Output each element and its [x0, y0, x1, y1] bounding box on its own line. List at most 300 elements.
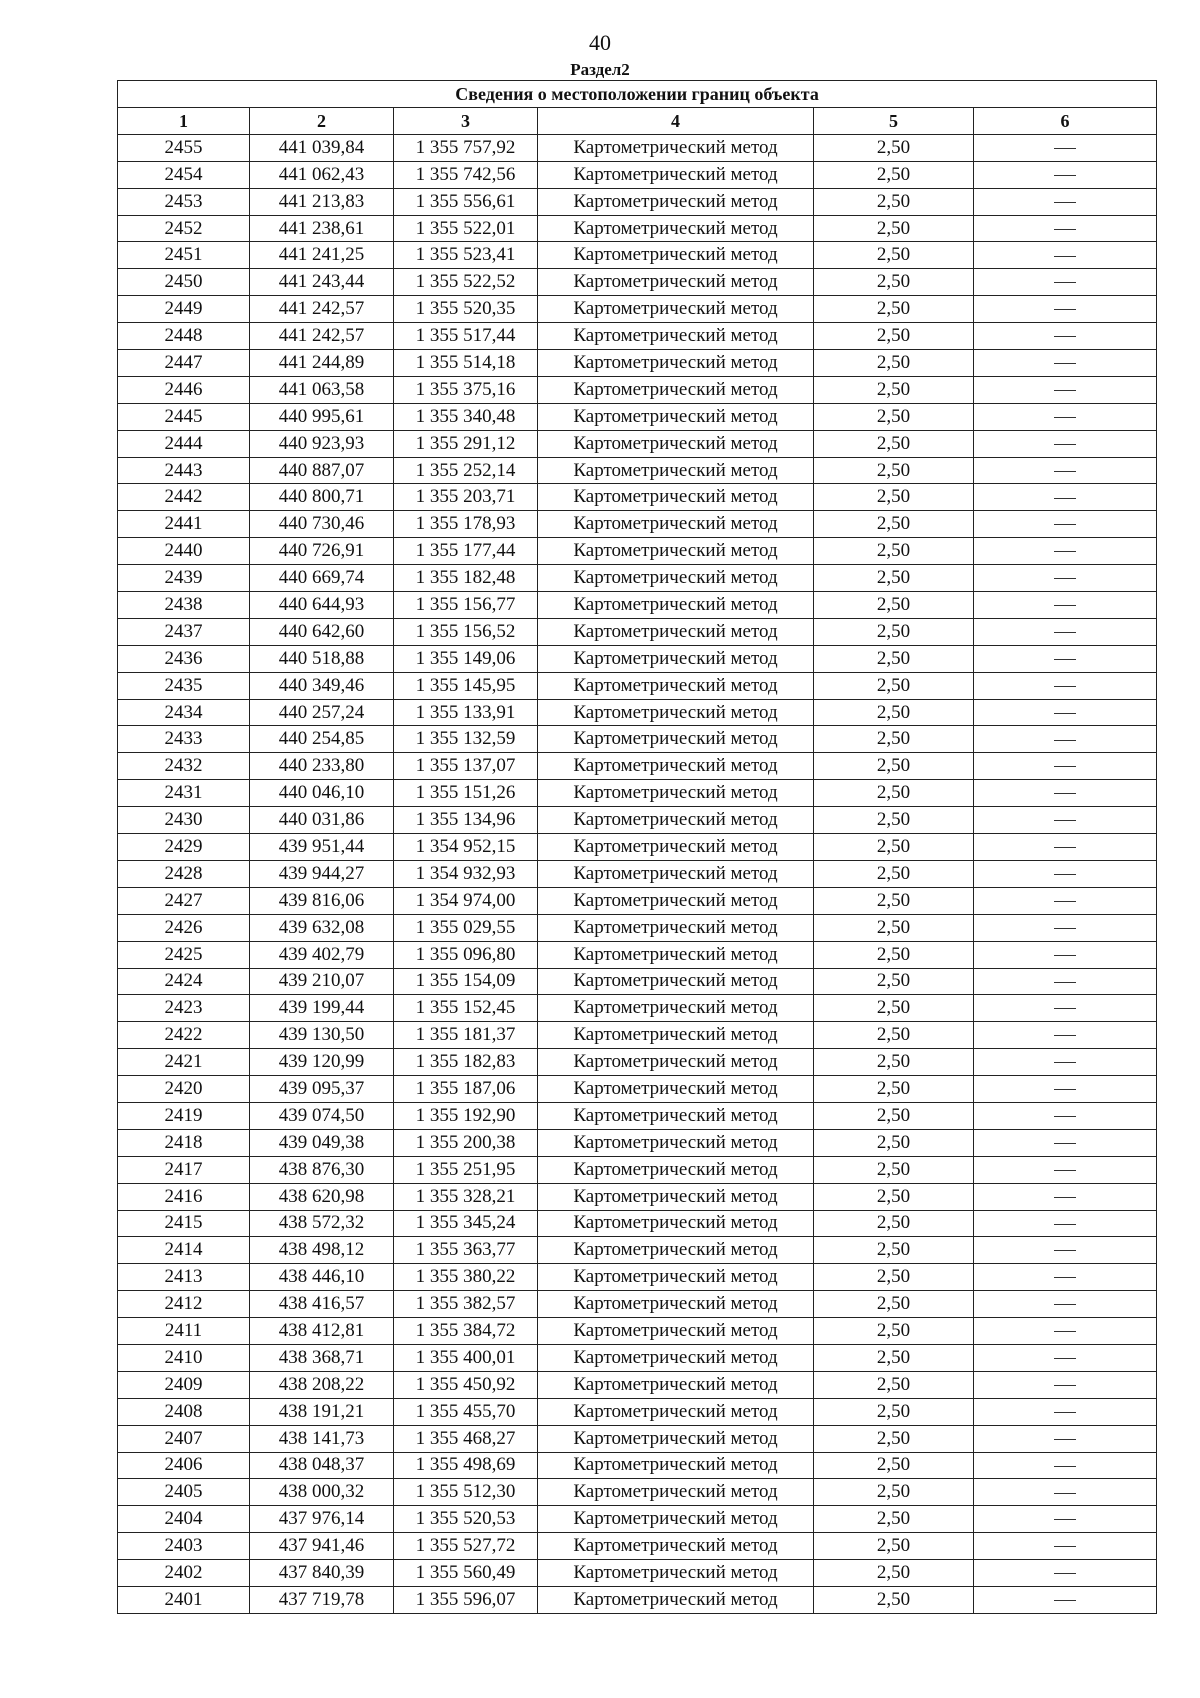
- description-cell: [974, 968, 1157, 995]
- method-cell: Картометрический метод: [538, 484, 814, 511]
- accuracy-cell: 2,50: [814, 538, 974, 565]
- dash-mark: [1054, 256, 1076, 257]
- dash-mark: [1054, 713, 1076, 714]
- description-cell: [974, 215, 1157, 242]
- accuracy-cell: 2,50: [814, 242, 974, 269]
- coordinate-y-cell: 1 355 450,92: [394, 1371, 538, 1398]
- point-number-cell: 2444: [118, 430, 250, 457]
- coordinate-x-cell: 439 120,99: [250, 1049, 394, 1076]
- point-number-cell: 2450: [118, 269, 250, 296]
- point-number-cell: 2433: [118, 726, 250, 753]
- description-cell: [974, 1479, 1157, 1506]
- accuracy-cell: 2,50: [814, 376, 974, 403]
- coordinate-y-cell: 1 355 523,41: [394, 242, 538, 269]
- dash-mark: [1054, 1439, 1076, 1440]
- coordinate-y-cell: 1 355 182,83: [394, 1049, 538, 1076]
- description-cell: [974, 1156, 1157, 1183]
- point-number-cell: 2426: [118, 914, 250, 941]
- point-number-cell: 2402: [118, 1560, 250, 1587]
- coordinate-y-cell: 1 355 145,95: [394, 672, 538, 699]
- table-row: [118, 995, 1157, 1022]
- coordinate-x-cell: 438 412,81: [250, 1318, 394, 1345]
- point-number-cell: 2409: [118, 1371, 250, 1398]
- coordinate-x-cell: 439 944,27: [250, 860, 394, 887]
- dash-mark: [1054, 1035, 1076, 1036]
- table-caption-row: [118, 81, 1157, 108]
- accuracy-cell: 2,50: [814, 995, 974, 1022]
- dash-mark: [1054, 1600, 1076, 1601]
- dash-mark: [1054, 1224, 1076, 1225]
- description-cell: [974, 1210, 1157, 1237]
- accuracy-cell: 2,50: [814, 1506, 974, 1533]
- method-cell: Картометрический метод: [538, 1533, 814, 1560]
- method-cell: Картометрический метод: [538, 134, 814, 161]
- method-cell: Картометрический метод: [538, 1183, 814, 1210]
- column-number: 1: [118, 108, 250, 135]
- method-cell: Картометрический метод: [538, 565, 814, 592]
- coordinate-y-cell: 1 355 137,07: [394, 753, 538, 780]
- point-number-cell: 2445: [118, 403, 250, 430]
- table-row: [118, 269, 1157, 296]
- table-caption: Сведения о местоположении границ объекта: [118, 81, 1157, 108]
- method-cell: Картометрический метод: [538, 645, 814, 672]
- point-number-cell: 2407: [118, 1425, 250, 1452]
- coordinate-x-cell: 439 632,08: [250, 914, 394, 941]
- coordinate-x-cell: 438 498,12: [250, 1237, 394, 1264]
- method-cell: Картометрический метод: [538, 350, 814, 377]
- point-number-cell: 2428: [118, 860, 250, 887]
- table-row: [118, 323, 1157, 350]
- accuracy-cell: 2,50: [814, 726, 974, 753]
- coordinate-y-cell: 1 355 520,35: [394, 296, 538, 323]
- coordinate-x-cell: 441 063,58: [250, 376, 394, 403]
- coordinate-y-cell: 1 355 382,57: [394, 1291, 538, 1318]
- method-cell: Картометрический метод: [538, 1291, 814, 1318]
- method-cell: Картометрический метод: [538, 807, 814, 834]
- coordinate-x-cell: 439 130,50: [250, 1022, 394, 1049]
- coordinate-x-cell: 441 242,57: [250, 323, 394, 350]
- method-cell: Картометрический метод: [538, 592, 814, 619]
- dash-mark: [1054, 659, 1076, 660]
- table-row: [118, 753, 1157, 780]
- method-cell: Картометрический метод: [538, 430, 814, 457]
- table-row: [118, 780, 1157, 807]
- dash-mark: [1054, 793, 1076, 794]
- coordinate-x-cell: 437 941,46: [250, 1533, 394, 1560]
- method-cell: Картометрический метод: [538, 1479, 814, 1506]
- accuracy-cell: 2,50: [814, 1479, 974, 1506]
- description-cell: [974, 645, 1157, 672]
- point-number-cell: 2431: [118, 780, 250, 807]
- coordinate-y-cell: 1 355 556,61: [394, 188, 538, 215]
- accuracy-cell: 2,50: [814, 565, 974, 592]
- table-row: [118, 1425, 1157, 1452]
- description-cell: [974, 430, 1157, 457]
- accuracy-cell: 2,50: [814, 807, 974, 834]
- point-number-cell: 2414: [118, 1237, 250, 1264]
- accuracy-cell: 2,50: [814, 887, 974, 914]
- coordinate-y-cell: 1 355 151,26: [394, 780, 538, 807]
- point-number-cell: 2435: [118, 672, 250, 699]
- dash-mark: [1054, 955, 1076, 956]
- description-cell: [974, 1560, 1157, 1587]
- table-row: [118, 645, 1157, 672]
- dash-mark: [1054, 1304, 1076, 1305]
- dash-mark: [1054, 390, 1076, 391]
- method-cell: Картометрический метод: [538, 1049, 814, 1076]
- point-number-cell: 2437: [118, 618, 250, 645]
- accuracy-cell: 2,50: [814, 215, 974, 242]
- method-cell: Картометрический метод: [538, 296, 814, 323]
- accuracy-cell: 2,50: [814, 1318, 974, 1345]
- section-title: Раздел2: [570, 60, 630, 79]
- coordinate-x-cell: 440 726,91: [250, 538, 394, 565]
- accuracy-cell: 2,50: [814, 1398, 974, 1425]
- method-cell: Картометрический метод: [538, 1318, 814, 1345]
- dash-mark: [1054, 1197, 1076, 1198]
- point-number-cell: 2432: [118, 753, 250, 780]
- coordinate-y-cell: 1 355 742,56: [394, 161, 538, 188]
- coordinate-y-cell: 1 355 251,95: [394, 1156, 538, 1183]
- coordinate-x-cell: 441 039,84: [250, 134, 394, 161]
- method-cell: Картометрический метод: [538, 1452, 814, 1479]
- coordinate-x-cell: 441 241,25: [250, 242, 394, 269]
- dash-mark: [1054, 551, 1076, 552]
- point-number-cell: 2449: [118, 296, 250, 323]
- description-cell: [974, 1049, 1157, 1076]
- method-cell: Картометрический метод: [538, 753, 814, 780]
- method-cell: Картометрический метод: [538, 403, 814, 430]
- point-number-cell: 2441: [118, 511, 250, 538]
- coordinate-y-cell: 1 355 517,44: [394, 323, 538, 350]
- point-number-cell: 2425: [118, 941, 250, 968]
- dash-mark: [1054, 1412, 1076, 1413]
- point-number-cell: 2408: [118, 1398, 250, 1425]
- coordinate-y-cell: 1 354 974,00: [394, 887, 538, 914]
- description-cell: [974, 618, 1157, 645]
- description-cell: [974, 1076, 1157, 1103]
- point-number-cell: 2411: [118, 1318, 250, 1345]
- dash-mark: [1054, 471, 1076, 472]
- dash-mark: [1054, 417, 1076, 418]
- accuracy-cell: 2,50: [814, 1560, 974, 1587]
- coordinate-y-cell: 1 355 156,77: [394, 592, 538, 619]
- dash-mark: [1054, 1250, 1076, 1251]
- method-cell: Картометрический метод: [538, 1425, 814, 1452]
- dash-mark: [1054, 524, 1076, 525]
- boundary-coordinates-table: [117, 80, 1157, 1614]
- coordinate-y-cell: 1 355 340,48: [394, 403, 538, 430]
- method-cell: Картометрический метод: [538, 1586, 814, 1613]
- method-cell: Картометрический метод: [538, 887, 814, 914]
- point-number-cell: 2434: [118, 699, 250, 726]
- description-cell: [974, 323, 1157, 350]
- method-cell: Картометрический метод: [538, 699, 814, 726]
- method-cell: Картометрический метод: [538, 1210, 814, 1237]
- description-cell: [974, 1102, 1157, 1129]
- method-cell: Картометрический метод: [538, 726, 814, 753]
- coordinate-y-cell: 1 355 384,72: [394, 1318, 538, 1345]
- point-number-cell: 2448: [118, 323, 250, 350]
- accuracy-cell: 2,50: [814, 968, 974, 995]
- method-cell: Картометрический метод: [538, 672, 814, 699]
- coordinate-y-cell: 1 355 757,92: [394, 134, 538, 161]
- coordinate-y-cell: 1 355 181,37: [394, 1022, 538, 1049]
- dash-mark: [1054, 1062, 1076, 1063]
- column-number: 5: [814, 108, 974, 135]
- table-row: [118, 726, 1157, 753]
- coordinate-x-cell: 441 243,44: [250, 269, 394, 296]
- description-cell: [974, 1586, 1157, 1613]
- point-number-cell: 2438: [118, 592, 250, 619]
- table-row: [118, 430, 1157, 457]
- description-cell: [974, 592, 1157, 619]
- description-cell: [974, 538, 1157, 565]
- point-number-cell: 2405: [118, 1479, 250, 1506]
- accuracy-cell: 2,50: [814, 618, 974, 645]
- coordinate-y-cell: 1 355 029,55: [394, 914, 538, 941]
- coordinate-y-cell: 1 355 132,59: [394, 726, 538, 753]
- coordinate-x-cell: 438 191,21: [250, 1398, 394, 1425]
- accuracy-cell: 2,50: [814, 1156, 974, 1183]
- column-number: 6: [974, 108, 1157, 135]
- accuracy-cell: 2,50: [814, 860, 974, 887]
- description-cell: [974, 1398, 1157, 1425]
- dash-mark: [1054, 1519, 1076, 1520]
- dash-mark: [1054, 578, 1076, 579]
- method-cell: Картометрический метод: [538, 457, 814, 484]
- accuracy-cell: 2,50: [814, 269, 974, 296]
- coordinate-x-cell: 441 244,89: [250, 350, 394, 377]
- method-cell: Картометрический метод: [538, 1560, 814, 1587]
- coordinate-y-cell: 1 355 156,52: [394, 618, 538, 645]
- coordinate-y-cell: 1 355 520,53: [394, 1506, 538, 1533]
- coordinate-x-cell: 439 210,07: [250, 968, 394, 995]
- method-cell: Картометрический метод: [538, 323, 814, 350]
- table-row: [118, 1479, 1157, 1506]
- accuracy-cell: 2,50: [814, 161, 974, 188]
- method-cell: Картометрический метод: [538, 242, 814, 269]
- description-cell: [974, 1022, 1157, 1049]
- point-number-cell: 2451: [118, 242, 250, 269]
- coordinate-y-cell: 1 355 468,27: [394, 1425, 538, 1452]
- column-number: 4: [538, 108, 814, 135]
- dash-mark: [1054, 1493, 1076, 1494]
- coordinate-x-cell: 437 719,78: [250, 1586, 394, 1613]
- coordinate-x-cell: 440 669,74: [250, 565, 394, 592]
- point-number-cell: 2412: [118, 1291, 250, 1318]
- table-row: [118, 941, 1157, 968]
- method-cell: Картометрический метод: [538, 1129, 814, 1156]
- accuracy-cell: 2,50: [814, 134, 974, 161]
- coordinate-y-cell: 1 354 932,93: [394, 860, 538, 887]
- dash-mark: [1054, 686, 1076, 687]
- point-number-cell: 2422: [118, 1022, 250, 1049]
- point-number-cell: 2415: [118, 1210, 250, 1237]
- point-number-cell: 2406: [118, 1452, 250, 1479]
- coordinate-y-cell: 1 355 375,16: [394, 376, 538, 403]
- method-cell: Картометрический метод: [538, 860, 814, 887]
- dash-mark: [1054, 847, 1076, 848]
- dash-mark: [1054, 1008, 1076, 1009]
- method-cell: Картометрический метод: [538, 538, 814, 565]
- coordinate-y-cell: 1 355 154,09: [394, 968, 538, 995]
- accuracy-cell: 2,50: [814, 1049, 974, 1076]
- description-cell: [974, 1264, 1157, 1291]
- coordinate-x-cell: 441 062,43: [250, 161, 394, 188]
- dash-mark: [1054, 740, 1076, 741]
- table-row: [118, 914, 1157, 941]
- coordinate-y-cell: 1 355 152,45: [394, 995, 538, 1022]
- method-cell: Картометрический метод: [538, 1076, 814, 1103]
- coordinate-x-cell: 440 887,07: [250, 457, 394, 484]
- point-number-cell: 2420: [118, 1076, 250, 1103]
- point-number-cell: 2410: [118, 1344, 250, 1371]
- table-row: [118, 457, 1157, 484]
- coordinate-y-cell: 1 355 596,07: [394, 1586, 538, 1613]
- method-cell: Картометрический метод: [538, 511, 814, 538]
- coordinate-x-cell: 440 923,93: [250, 430, 394, 457]
- coordinate-y-cell: 1 355 455,70: [394, 1398, 538, 1425]
- method-cell: Картометрический метод: [538, 1264, 814, 1291]
- accuracy-cell: 2,50: [814, 699, 974, 726]
- coordinate-y-cell: 1 355 134,96: [394, 807, 538, 834]
- coordinate-x-cell: 439 199,44: [250, 995, 394, 1022]
- dash-mark: [1054, 444, 1076, 445]
- description-cell: [974, 161, 1157, 188]
- dash-mark: [1054, 820, 1076, 821]
- table-row: [118, 1156, 1157, 1183]
- dash-mark: [1054, 1466, 1076, 1467]
- description-cell: [974, 1506, 1157, 1533]
- coordinate-y-cell: 1 355 498,69: [394, 1452, 538, 1479]
- point-number-cell: 2454: [118, 161, 250, 188]
- coordinate-x-cell: 437 976,14: [250, 1506, 394, 1533]
- page-number: 40: [589, 30, 611, 55]
- accuracy-cell: 2,50: [814, 1586, 974, 1613]
- coordinate-y-cell: 1 355 149,06: [394, 645, 538, 672]
- point-number-cell: 2430: [118, 807, 250, 834]
- method-cell: Картометрический метод: [538, 1102, 814, 1129]
- description-cell: [974, 1533, 1157, 1560]
- table-row: [118, 1506, 1157, 1533]
- table-row: [118, 1129, 1157, 1156]
- table-row: [118, 1398, 1157, 1425]
- method-cell: Картометрический метод: [538, 834, 814, 861]
- coordinate-y-cell: 1 355 096,80: [394, 941, 538, 968]
- dash-mark: [1054, 229, 1076, 230]
- point-number-cell: 2442: [118, 484, 250, 511]
- method-cell: Картометрический метод: [538, 1398, 814, 1425]
- table-row: [118, 1102, 1157, 1129]
- table-row: [118, 1371, 1157, 1398]
- table-row: [118, 403, 1157, 430]
- accuracy-cell: 2,50: [814, 780, 974, 807]
- coordinate-x-cell: 440 800,71: [250, 484, 394, 511]
- accuracy-cell: 2,50: [814, 323, 974, 350]
- coordinate-y-cell: 1 355 291,12: [394, 430, 538, 457]
- description-cell: [974, 726, 1157, 753]
- coordinate-x-cell: 441 242,57: [250, 296, 394, 323]
- coordinate-y-cell: 1 355 527,72: [394, 1533, 538, 1560]
- accuracy-cell: 2,50: [814, 1425, 974, 1452]
- dash-mark: [1054, 1358, 1076, 1359]
- description-cell: [974, 242, 1157, 269]
- dash-mark: [1054, 1546, 1076, 1547]
- point-number-cell: 2401: [118, 1586, 250, 1613]
- accuracy-cell: 2,50: [814, 1264, 974, 1291]
- method-cell: Картометрический метод: [538, 376, 814, 403]
- description-cell: [974, 1344, 1157, 1371]
- table-row: [118, 618, 1157, 645]
- description-cell: [974, 914, 1157, 941]
- method-cell: Картометрический метод: [538, 995, 814, 1022]
- coordinate-y-cell: 1 355 514,18: [394, 350, 538, 377]
- method-cell: Картометрический метод: [538, 161, 814, 188]
- point-number-cell: 2421: [118, 1049, 250, 1076]
- coordinate-x-cell: 438 446,10: [250, 1264, 394, 1291]
- table-row: [118, 376, 1157, 403]
- column-number: 3: [394, 108, 538, 135]
- method-cell: Картометрический метод: [538, 780, 814, 807]
- coordinate-y-cell: 1 355 345,24: [394, 1210, 538, 1237]
- dash-mark: [1054, 148, 1076, 149]
- coordinate-y-cell: 1 355 177,44: [394, 538, 538, 565]
- description-cell: [974, 1318, 1157, 1345]
- coordinate-x-cell: 438 368,71: [250, 1344, 394, 1371]
- description-cell: [974, 1129, 1157, 1156]
- table-row: [118, 887, 1157, 914]
- accuracy-cell: 2,50: [814, 1344, 974, 1371]
- column-number-row: [118, 108, 1157, 135]
- coordinate-x-cell: 439 074,50: [250, 1102, 394, 1129]
- coordinate-x-cell: 440 257,24: [250, 699, 394, 726]
- description-cell: [974, 1425, 1157, 1452]
- dash-mark: [1054, 605, 1076, 606]
- method-cell: Картометрический метод: [538, 1371, 814, 1398]
- table-row: [118, 511, 1157, 538]
- coordinate-x-cell: 440 995,61: [250, 403, 394, 430]
- accuracy-cell: 2,50: [814, 511, 974, 538]
- accuracy-cell: 2,50: [814, 430, 974, 457]
- description-cell: [974, 1183, 1157, 1210]
- description-cell: [974, 350, 1157, 377]
- description-cell: [974, 941, 1157, 968]
- point-number-cell: 2436: [118, 645, 250, 672]
- point-number-cell: 2416: [118, 1183, 250, 1210]
- dash-mark: [1054, 1116, 1076, 1117]
- coordinate-y-cell: 1 355 522,01: [394, 215, 538, 242]
- dash-mark: [1054, 1385, 1076, 1386]
- table-row: [118, 699, 1157, 726]
- coordinate-x-cell: 439 095,37: [250, 1076, 394, 1103]
- coordinate-x-cell: 440 046,10: [250, 780, 394, 807]
- coordinate-y-cell: 1 355 178,93: [394, 511, 538, 538]
- table-row: [118, 1344, 1157, 1371]
- table-row: [118, 188, 1157, 215]
- table-row: [118, 1586, 1157, 1613]
- accuracy-cell: 2,50: [814, 753, 974, 780]
- table-row: [118, 134, 1157, 161]
- description-cell: [974, 134, 1157, 161]
- coordinate-y-cell: 1 355 187,06: [394, 1076, 538, 1103]
- table-row: [118, 1237, 1157, 1264]
- table-row: [118, 1452, 1157, 1479]
- dash-mark: [1054, 1331, 1076, 1332]
- table-row: [118, 161, 1157, 188]
- accuracy-cell: 2,50: [814, 403, 974, 430]
- table-row: [118, 1049, 1157, 1076]
